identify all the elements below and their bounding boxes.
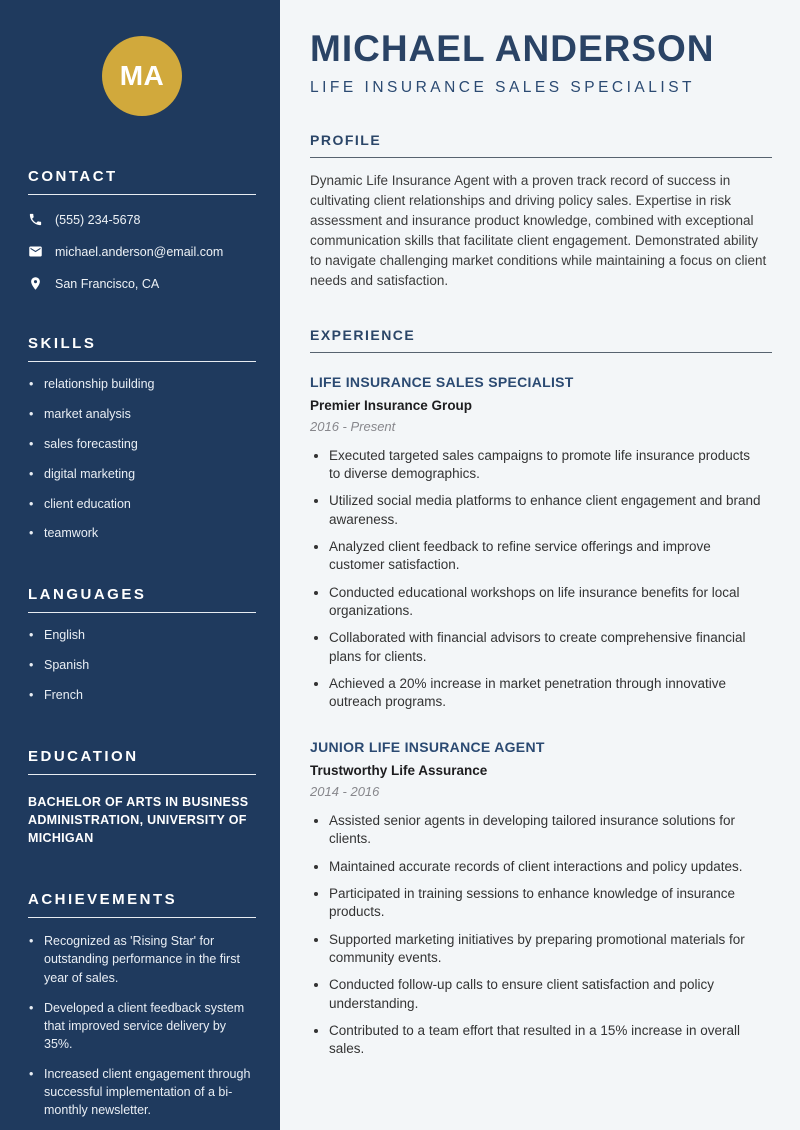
job-bullet: • Collaborated with financial advisors to create comprehensive financial plans for clients. xyxy=(329,629,762,666)
job-1-bullets xyxy=(310,447,762,712)
skill-item: • client education xyxy=(28,496,256,513)
achievements-divider xyxy=(28,917,256,918)
job-bullet: • Executed targeted sales campaigns to promote life insurance products to diverse demographics. xyxy=(329,447,762,484)
phone-icon xyxy=(28,212,43,227)
job-bullet: • Utilized social media platforms to enhance client engagement and brand awareness. xyxy=(329,492,762,529)
achievement-item: • Recognized as 'Rising Star' for outstanding performance in the first year of sales. xyxy=(28,932,256,986)
candidate-title: LIFE INSURANCE SALES SPECIALIST xyxy=(310,78,696,96)
education-divider xyxy=(28,774,256,775)
skills-heading: SKILLS xyxy=(28,335,97,352)
contact-divider xyxy=(28,194,256,195)
job-2-title: JUNIOR LIFE INSURANCE AGENT xyxy=(310,738,545,755)
language-item: • Spanish xyxy=(28,657,256,674)
main-column xyxy=(280,0,800,1130)
achievements-list xyxy=(28,932,256,1119)
profile-section xyxy=(310,132,772,292)
education-heading: EDUCATION xyxy=(28,747,139,765)
language-item: • English xyxy=(28,627,256,644)
achievements-section xyxy=(28,891,256,1119)
job-bullet: • Maintained accurate records of client interactions and policy updates. xyxy=(329,858,762,876)
contact-location-row xyxy=(28,276,256,291)
location-pin-icon xyxy=(28,276,43,291)
education-degree: BACHELOR OF ARTS IN BUSINESS ADMINISTRATION, UNIVERSITY OF MICHIGAN xyxy=(28,794,249,846)
job-2-dates: 2014 - 2016 xyxy=(310,783,380,799)
achievement-item: • Increased client engagement through successful implementation of a bi-monthly newsletter. xyxy=(28,1065,256,1119)
job-bullet: • Supported marketing initiatives by preparing promotional materials for community events. xyxy=(329,931,762,968)
job-block-1 xyxy=(310,374,772,712)
job-1-dates: 2016 - Present xyxy=(310,418,396,434)
job-block-2 xyxy=(310,739,772,1059)
profile-divider xyxy=(310,157,772,158)
skill-item: • teamwork xyxy=(28,525,256,542)
experience-section xyxy=(310,327,772,1059)
language-item: • French xyxy=(28,687,256,704)
phone-value: (555) 234-5678 xyxy=(55,212,141,227)
candidate-name: MICHAEL ANDERSON xyxy=(310,28,715,69)
job-2-company: Trustworthy Life Assurance xyxy=(310,762,488,778)
languages-divider xyxy=(28,612,256,613)
sidebar xyxy=(0,0,280,1130)
education-section xyxy=(28,748,256,847)
job-bullet: • Achieved a 20% increase in market penetration through innovative outreach programs. xyxy=(329,675,762,712)
skill-item: • digital marketing xyxy=(28,466,256,483)
job-bullet: • Conducted follow-up calls to ensure client satisfaction and policy understanding. xyxy=(329,976,762,1013)
avatar-initials: MA xyxy=(119,60,165,91)
job-bullet: • Conducted educational workshops on life insurance benefits for local organizations. xyxy=(329,584,762,621)
languages-list xyxy=(28,627,256,704)
job-bullet: • Contributed to a team effort that resulted in a 15% increase in overall sales. xyxy=(329,1022,762,1059)
contact-email-row xyxy=(28,244,256,259)
job-2-bullets xyxy=(310,812,762,1059)
contact-section xyxy=(28,168,256,291)
skill-item: • market analysis xyxy=(28,406,256,423)
skill-item: • relationship building xyxy=(28,376,256,393)
profile-heading: PROFILE xyxy=(310,131,382,148)
experience-divider xyxy=(310,352,772,353)
job-1-title: LIFE INSURANCE SALES SPECIALIST xyxy=(310,373,574,390)
avatar xyxy=(102,36,182,116)
skill-item: • sales forecasting xyxy=(28,436,256,453)
languages-heading: LANGUAGES xyxy=(28,586,147,604)
skills-section xyxy=(28,335,256,542)
job-1-company: Premier Insurance Group xyxy=(310,397,473,413)
job-bullet: • Analyzed client feedback to refine service offerings and improve customer satisfaction. xyxy=(329,538,762,575)
profile-text: Dynamic Life Insurance Agent with a proven track record of success in cultivating client relationships and driving policy sales. Expertise in risk assessment and insurance product knowledge, combined with exceptional communication skills that facilitate client engagement. Demonstrated ability to navigate challenging market conditions while maintaining a focus on client needs and satisfaction. xyxy=(310,172,767,289)
skills-divider xyxy=(28,361,256,362)
contact-phone-row xyxy=(28,212,256,227)
location-value: San Francisco, CA xyxy=(55,276,160,291)
skills-list xyxy=(28,376,256,542)
email-icon xyxy=(28,244,43,259)
experience-heading: EXPERIENCE xyxy=(310,326,416,343)
achievement-item: • Developed a client feedback system that improved service delivery by 35%. xyxy=(28,999,256,1053)
job-bullet: • Participated in training sessions to enhance knowledge of insurance products. xyxy=(329,885,762,922)
email-value: michael.anderson@email.com xyxy=(55,244,224,259)
job-bullet: • Assisted senior agents in developing tailored insurance solutions for clients. xyxy=(329,812,762,849)
contact-heading: CONTACT xyxy=(28,168,118,185)
achievements-heading: ACHIEVEMENTS xyxy=(28,891,178,909)
languages-section xyxy=(28,586,256,704)
